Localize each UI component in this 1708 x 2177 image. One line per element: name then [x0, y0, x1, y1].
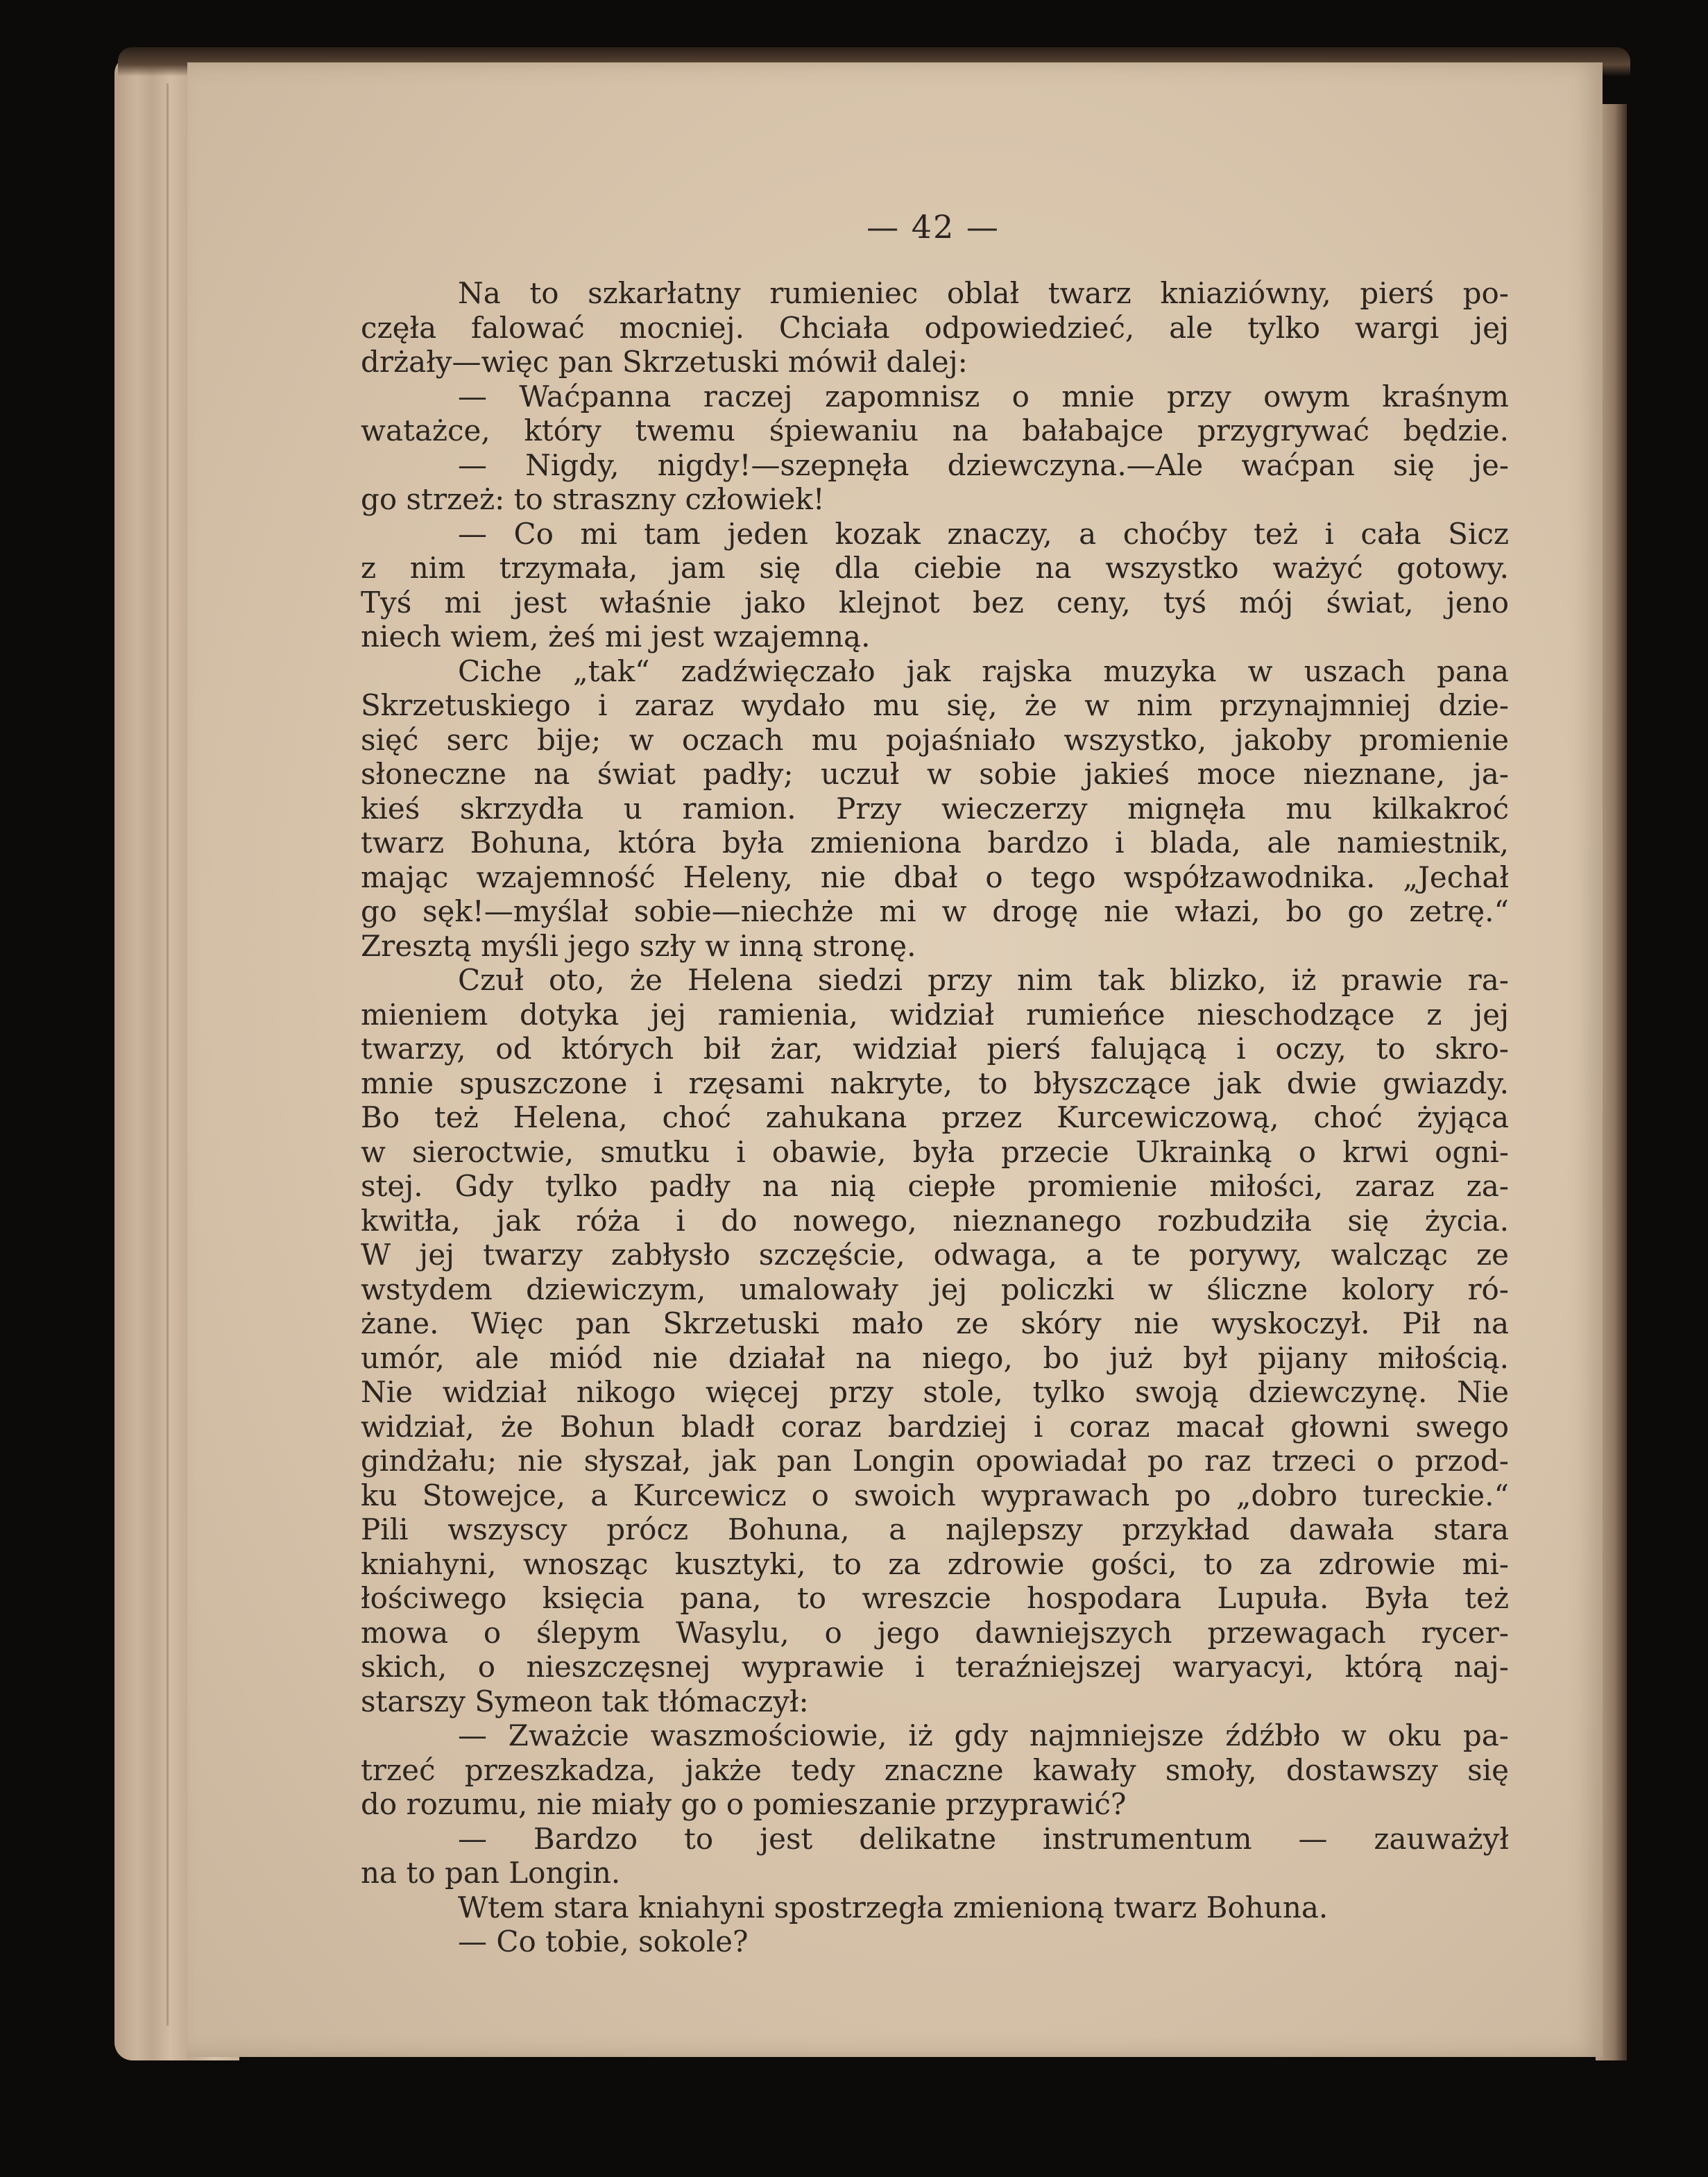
- text-line: mieniem dotyka jej ramienia, widział rumieńce nieschodzące z jej: [361, 997, 1509, 1032]
- text-line: kieś skrzydła u ramion. Przy wieczerzy mignęła mu kilkakroć: [361, 791, 1509, 826]
- text-line: widział, że Bohun bladł coraz bardziej i coraz macał głowni swego: [361, 1409, 1509, 1444]
- body-text: [361, 276, 1509, 1959]
- text-line: mowa o ślepym Wasylu, o jego dawniejszych przewagach rycer-: [361, 1615, 1509, 1650]
- text-line: — Waćpanna raczej zapomnisz o mnie przy owym kraśnym: [458, 379, 1509, 413]
- text-line: słoneczne na świat padły; uczuł w sobie jakieś moce nieznane, ja-: [361, 757, 1509, 791]
- text-line: kniahyni, wnosząc kusztyki, to za zdrowie gości, to za zdrowie mi-: [361, 1546, 1509, 1581]
- binding-line: [166, 83, 169, 2026]
- text-line: kwitła, jak róża i do nowego, nieznanego rozbudziła się życia.: [361, 1203, 1509, 1238]
- text-line: watażce, który twemu śpiewaniu na bałabajce przygrywać będzie.: [361, 413, 1509, 447]
- text-line: ku Stowejce, a Kurcewicz o swoich wyprawach po „dobro tureckie.“: [361, 1478, 1509, 1512]
- text-line: częła falować mocniej. Chciała odpowiedzieć, ale tylko wargi jej: [361, 310, 1509, 345]
- text-line: Tyś mi jest właśnie jako klejnot bez ceny, tyś mój świat, jeno: [361, 585, 1509, 620]
- text-line: do rozumu, nie miały go o pomieszanie przyprawić?: [361, 1787, 1127, 1821]
- text-line: Pili wszyscy prócz Bohuna, a najlepszy przykład dawała stara: [361, 1512, 1509, 1546]
- text-line: stej. Gdy tylko padły na nią ciepłe promienie miłości, zaraz za-: [361, 1169, 1509, 1203]
- text-line: Skrzetuskiego i zaraz wydało mu się, że w nim przynajmniej dzie-: [361, 688, 1509, 722]
- text-line: — Bardzo to jest delikatne instrumentum — zauważył: [458, 1821, 1509, 1856]
- text-line: — Co mi tam jeden kozak znaczy, a choćby też i cała Sicz: [458, 516, 1509, 551]
- text-line: Nie widział nikogo więcej przy stole, tylko swoją dziewczynę. Nie: [361, 1375, 1509, 1409]
- text-line: Bo też Helena, choć zahukana przez Kurcewiczową, choć żyjąca: [361, 1100, 1509, 1134]
- text-line: go strzeż: to straszny człowiek!: [361, 482, 825, 516]
- text-line: twarzy, od których bił żar, widział pierś falującą i oczy, to skro-: [361, 1032, 1509, 1066]
- text-line: twarz Bohuna, która była zmieniona bardzo i blada, ale namiestnik,: [361, 826, 1509, 860]
- text-line: na to pan Longin.: [361, 1856, 621, 1890]
- text-line: go sęk!—myślał sobie—niechże mi w drogę nie włazi, bo go zetrę.“: [361, 894, 1509, 928]
- text-line: mnie spuszczone i rzęsami nakryte, to błyszczące jak dwie gwiazdy.: [361, 1066, 1509, 1100]
- text-line: z nim trzymała, jam się dla ciebie na wszystko ważyć gotowy.: [361, 551, 1509, 585]
- text-line: żane. Więc pan Skrzetuski mało ze skóry nie wyskoczył. Pił na: [361, 1306, 1509, 1340]
- text-line: Czuł oto, że Helena siedzi przy nim tak blizko, iż prawie ra-: [458, 963, 1509, 997]
- text-line: trzeć przeszkadza, jakże tedy znaczne kawały smoły, dostawszy się: [361, 1752, 1509, 1787]
- page-number: — 42 —: [866, 208, 1000, 246]
- text-line: — Nigdy, nigdy!—szepnęła dziewczyna.—Ale waćpan się je-: [458, 447, 1509, 482]
- text-line: sięć serc bije; w oczach mu pojaśniało wszystko, jakoby promienie: [361, 722, 1509, 757]
- text-line: starszy Symeon tak tłómaczył:: [361, 1684, 809, 1718]
- text-line: drżały—więc pan Skrzetuski mówił dalej:: [361, 345, 968, 379]
- text-line: Na to szkarłatny rumieniec oblał twarz kniaziówny, pierś po-: [458, 276, 1509, 310]
- text-line: umór, ale miód nie działał na niego, bo już był pijany miłością.: [361, 1340, 1509, 1375]
- text-line: w sieroctwie, smutku i obawie, była przecie Ukrainką o krwi ogni-: [361, 1134, 1509, 1169]
- text-line: Zresztą myśli jego szły w inną stronę.: [361, 928, 916, 963]
- text-line: niech wiem, żeś mi jest wzajemną.: [361, 620, 871, 654]
- text-line: — Zważcie waszmościowie, iż gdy najmniejsze źdźbło w oku pa-: [458, 1718, 1509, 1752]
- text-line: mając wzajemność Heleny, nie dbał o tego współzawodnika. „Jechał: [361, 860, 1509, 894]
- text-line: — Co tobie, sokole?: [458, 1924, 749, 1958]
- text-line: Ciche „tak“ zadźwięczało jak rajska muzyka w uszach pana: [458, 654, 1509, 688]
- text-line: łościwego księcia pana, to wreszcie hospodara Lupuła. Była też: [361, 1581, 1509, 1615]
- text-line: Wtem stara kniahyni spostrzegła zmienioną twarz Bohuna.: [458, 1890, 1329, 1924]
- text-line: skich, o nieszczęsnej wyprawie i teraźniejszej waryacyi, którą naj-: [361, 1650, 1509, 1684]
- text-line: wstydem dziewiczym, umalowały jej policzki w śliczne kolory ró-: [361, 1272, 1509, 1306]
- text-line: W jej twarzy zabłysło szczęście, odwaga, a te porywy, walcząc ze: [361, 1238, 1509, 1272]
- text-line: gindżału; nie słyszał, jak pan Longin opowiadał po raz trzeci o przod-: [361, 1444, 1509, 1478]
